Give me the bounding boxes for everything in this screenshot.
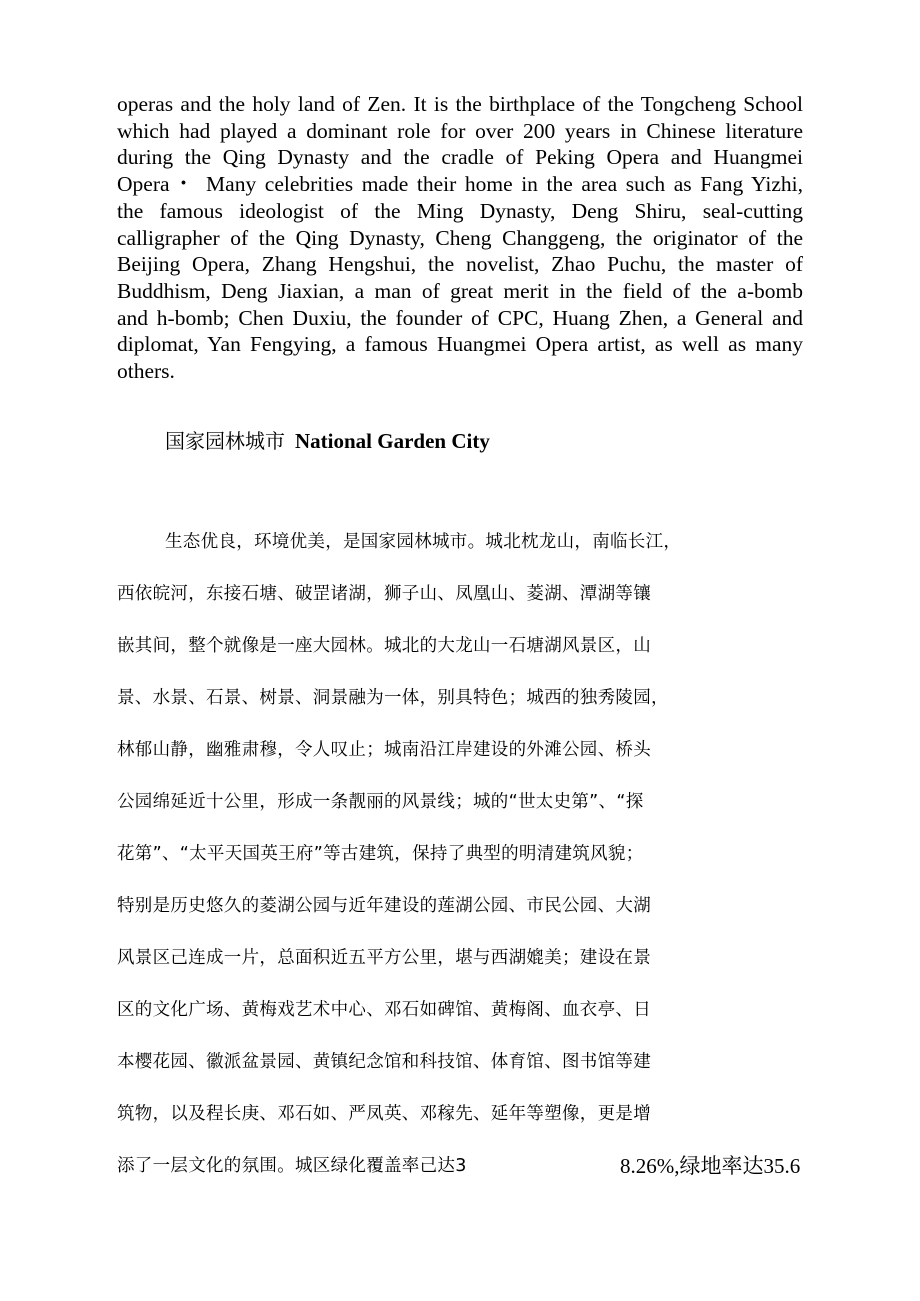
chinese-line: 公园绵延近十公里，形成一条靓丽的风景线；城的“世太史第”、“探 <box>117 792 644 812</box>
chinese-line: 花第”、“太平天国英王府”等古建筑，保持了典型的明清建筑风貌； <box>117 844 644 864</box>
english-line: and h-bomb; Chen Duxiu, the founder of CPC, Huang Zhen, a General and <box>117 305 803 330</box>
chinese-line: 区的文化广场、黄梅戏艺术中心、邓石如碑馆、黄梅阁、血衣亭、日 <box>117 1000 651 1020</box>
section-heading-english: National Garden City <box>295 429 490 453</box>
chinese-line: 嵌其间，整个就像是一座大园林。城北的大龙山一石塘湖风景区，山 <box>117 636 651 656</box>
chinese-line: 西依皖河，东接石塘、破罡诸湖，狮子山、凤凰山、菱湖、潭湖等镶 <box>117 584 651 604</box>
chinese-line: 景、水景、石景、树景、洞景融为一体，别具特色；城西的独秀陵园， <box>117 688 669 708</box>
chinese-line: 筑物，以及程长庚、邓石如、严凤英、邓稼先、延年等塑像，更是增 <box>117 1104 651 1124</box>
chinese-line: 风景区己连成一片，总面积近五平方公里，堪与西湖媲美；建设在景 <box>117 948 651 968</box>
english-line: calligrapher of the Qing Dynasty, Cheng Changgeng, the originator of the <box>117 225 803 250</box>
english-line: operas and the holy land of Zen. It is the birthplace of the Tongcheng School <box>117 92 803 116</box>
english-line: the famous ideologist of the Ming Dynasty, Deng Shiru, seal-cutting <box>117 198 803 223</box>
chinese-line: 林郁山静，幽雅肃穆，令人叹止；城南沿江岸建设的外滩公园、桥头 <box>117 740 651 760</box>
english-line: which had played a dominant role for over 200 years in Chinese literature <box>117 118 803 143</box>
chinese-line: 特别是历史悠久的菱湖公园与近年建设的莲湖公园、市民公园、大湖 <box>117 896 651 916</box>
english-line: Opera・ Many celebrities made their home in the area such as Fang Yizhi, <box>117 172 803 197</box>
section-heading-chinese: 国家园林城市 <box>165 429 285 453</box>
chinese-line-tail: 8.26%,绿地率达35.6 <box>620 1154 801 1178</box>
english-line: diplomat, Yan Fengying, a famous Huangmei Opera artist, as well as many <box>117 332 803 357</box>
english-line: Beijing Opera, Zhang Hengshui, the novelist, Zhao Puchu, the master of <box>117 252 803 277</box>
chinese-line: 本樱花园、徽派盆景园、黄镇纪念馆和科技馆、体育馆、图书馆等建 <box>117 1052 651 1072</box>
english-line: Buddhism, Deng Jiaxian, a man of great merit in the field of the a-bomb <box>117 278 803 303</box>
english-paragraph <box>117 91 803 385</box>
english-line: others. <box>117 359 175 384</box>
section-heading <box>165 426 490 456</box>
chinese-line: 添了一层文化的氛围。城区绿化覆盖率己达3 <box>117 1156 467 1176</box>
chinese-line: 生态优良，环境优美，是国家园林城市。城北枕龙山，南临长江， <box>165 532 682 552</box>
english-line: during the Qing Dynasty and the cradle of Peking Opera and Huangmei <box>117 145 803 170</box>
